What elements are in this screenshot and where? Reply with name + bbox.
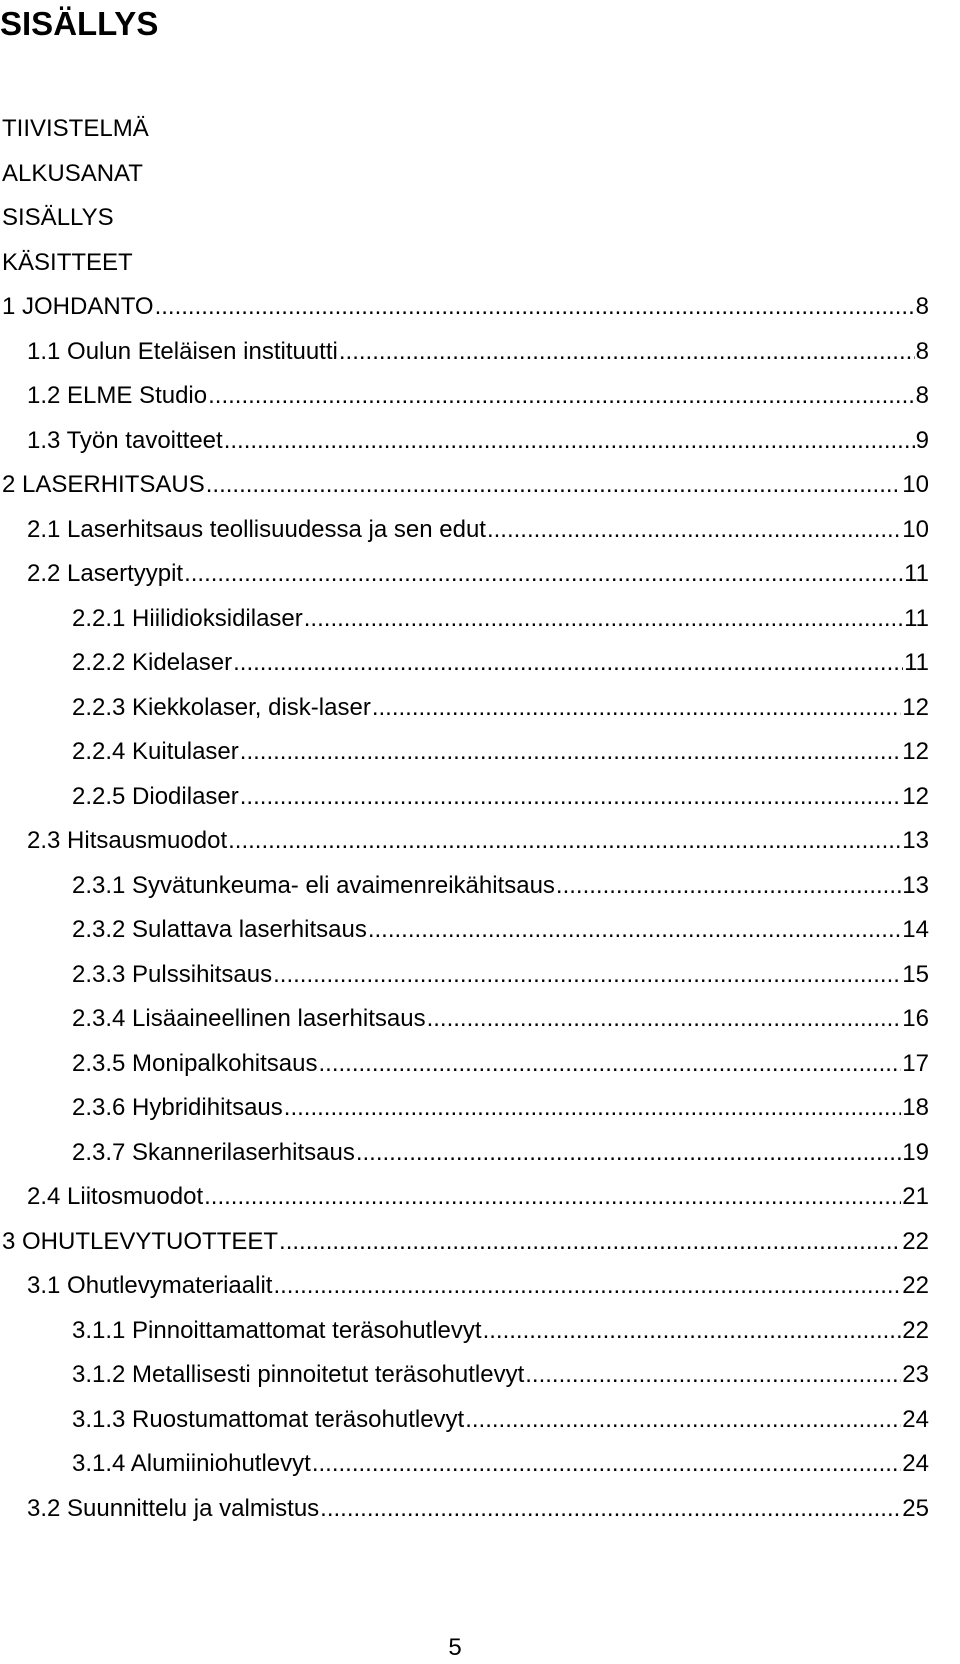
toc-entry (72, 1360, 929, 1390)
toc-dot-leader (427, 1004, 902, 1034)
toc-entry-label: 1 JOHDANTO (2, 293, 154, 320)
toc-entry-page-number: 22 (902, 1317, 929, 1344)
toc-entry-label: 3.2 Suunnittelu ja valmistus (27, 1495, 320, 1522)
toc-entry (27, 826, 929, 856)
toc-dot-leader (224, 426, 915, 456)
toc-entry-label: 3.1.3 Ruostumattomat teräsohutlevyt (72, 1406, 465, 1433)
toc-entry (2, 292, 929, 322)
page-title: SISÄLLYS (0, 5, 159, 42)
toc-entry (2, 470, 929, 500)
toc-entry-page-number: 24 (902, 1406, 929, 1433)
toc-entry (72, 1449, 929, 1479)
page-number: 5 (448, 1634, 462, 1661)
toc-dot-leader (206, 470, 902, 500)
toc-entry-page-number: 11 (904, 605, 929, 632)
toc-entry (2, 248, 133, 278)
toc-entry-label: 2.2.3 Kiekkolaser, disk-laser (72, 694, 371, 721)
toc-dot-leader (312, 1449, 901, 1479)
toc-entry-label: 3.1.4 Alumiiniohutlevyt (72, 1450, 311, 1477)
toc-entry (72, 1004, 929, 1034)
toc-entry (27, 337, 929, 367)
toc-dot-leader (304, 604, 903, 634)
toc-entry-page-number: 22 (902, 1228, 929, 1255)
toc-entry (72, 604, 929, 634)
toc-entry-label: TIIVISTELMÄ (2, 115, 149, 142)
toc-entry (2, 114, 149, 144)
toc-entry-label: 3.1.2 Metallisesti pinnoitetut teräsohutlevyt (72, 1361, 525, 1388)
toc-dot-leader (273, 1271, 901, 1301)
toc-dot-leader (320, 1494, 901, 1524)
toc-entry-page-number: 13 (902, 872, 929, 899)
toc-entry (27, 1494, 929, 1524)
toc-dot-leader (483, 1316, 902, 1346)
toc-entry-label: 1.1 Oulun Eteläisen instituutti (27, 338, 338, 365)
toc-dot-leader (184, 559, 903, 589)
toc-entry-label: 2.4 Liitosmuodot (27, 1183, 204, 1210)
toc-entry-label: KÄSITTEET (2, 249, 133, 276)
toc-entry-label: 3.1.1 Pinnoittamattomat teräsohutlevyt (72, 1317, 482, 1344)
toc-dot-leader (204, 1182, 901, 1212)
toc-entry-label: 3.1 Ohutlevymateriaalit (27, 1272, 273, 1299)
toc-dot-leader (273, 960, 901, 990)
toc-entry-label: 3 OHUTLEVYTUOTTEET (2, 1228, 279, 1255)
toc-entry-label: 2.3 Hitsausmuodot (27, 827, 228, 854)
toc-dot-leader (487, 515, 901, 545)
toc-dot-leader (339, 337, 915, 367)
toc-entry-label: 2.2.2 Kidelaser (72, 649, 233, 676)
toc-entry (72, 1049, 929, 1079)
toc-entry-page-number: 19 (902, 1139, 929, 1166)
toc-entry-page-number: 24 (902, 1450, 929, 1477)
toc-dot-leader (525, 1360, 901, 1390)
toc-entry-page-number: 15 (902, 961, 929, 988)
toc-dot-leader (279, 1227, 901, 1257)
toc-entry (27, 515, 929, 545)
toc-entry (2, 1227, 929, 1257)
toc-entry-page-number: 12 (902, 738, 929, 765)
toc-dot-leader (240, 737, 902, 767)
toc-entry-page-number: 21 (902, 1183, 929, 1210)
toc-entry (72, 693, 929, 723)
toc-dot-leader (240, 782, 902, 812)
toc-entry-label: SISÄLLYS (2, 204, 114, 231)
toc-dot-leader (318, 1049, 901, 1079)
toc-dot-leader (368, 915, 901, 945)
toc-dot-leader (228, 826, 901, 856)
toc-entry-page-number: 10 (902, 471, 929, 498)
toc-entry (27, 426, 929, 456)
toc-entry-label: 2.3.3 Pulssihitsaus (72, 961, 273, 988)
toc-entry-label: ALKUSANAT (2, 160, 143, 187)
toc-entry (2, 159, 143, 189)
toc-entry (72, 960, 929, 990)
toc-entry-label: 2.3.1 Syvätunkeuma- eli avaimenreikähitsaus (72, 872, 555, 899)
toc-entry-page-number: 8 (915, 382, 929, 409)
toc-entry-label: 2.3.4 Lisäaineellinen laserhitsaus (72, 1005, 426, 1032)
toc-dot-leader (372, 693, 901, 723)
toc-dot-leader (155, 292, 915, 322)
toc-entry-page-number: 13 (902, 827, 929, 854)
toc-entry (72, 1093, 929, 1123)
toc-entry-label: 2.1 Laserhitsaus teollisuudessa ja sen edut (27, 516, 486, 543)
toc-entry-label: 2.3.6 Hybridihitsaus (72, 1094, 283, 1121)
toc-entry-page-number: 11 (904, 560, 929, 587)
toc-entry-label: 2 LASERHITSAUS (2, 471, 205, 498)
toc-entry (72, 737, 929, 767)
toc-entry-label: 2.2.4 Kuitulaser (72, 738, 239, 765)
toc-entry-label: 1.2 ELME Studio (27, 382, 208, 409)
toc-entry-page-number: 12 (902, 783, 929, 810)
toc-entry-label: 2.2.1 Hiilidioksidilaser (72, 605, 303, 632)
toc-dot-leader (233, 648, 903, 678)
toc-entry-label: 2.2.5 Diodilaser (72, 783, 239, 810)
toc-entry (72, 1316, 929, 1346)
toc-entry-label: 2.2 Lasertyypit (27, 560, 184, 587)
toc-dot-leader (356, 1138, 901, 1168)
toc-entry (27, 381, 929, 411)
toc-entry (2, 203, 114, 233)
toc-entry-label: 2.3.7 Skannerilaserhitsaus (72, 1139, 355, 1166)
toc-dot-leader (465, 1405, 901, 1435)
toc-entry (72, 871, 929, 901)
toc-entry-page-number: 22 (902, 1272, 929, 1299)
toc-entry (72, 1138, 929, 1168)
toc-entry-page-number: 14 (902, 916, 929, 943)
toc-entry (27, 1182, 929, 1212)
toc-entry (72, 915, 929, 945)
toc-entry-page-number: 8 (915, 293, 929, 320)
toc-entry-label: 2.3.5 Monipalkohitsaus (72, 1050, 318, 1077)
toc-dot-leader (284, 1093, 902, 1123)
toc-entry (72, 782, 929, 812)
toc-entry-page-number: 10 (902, 516, 929, 543)
toc-entry-page-number: 17 (902, 1050, 929, 1077)
toc-entry-label: 2.3.2 Sulattava laserhitsaus (72, 916, 367, 943)
toc-entry-page-number: 9 (915, 427, 929, 454)
toc-entry-page-number: 16 (902, 1005, 929, 1032)
toc-entry-page-number: 23 (902, 1361, 929, 1388)
toc-entry (72, 1405, 929, 1435)
toc-entry-label: 1.3 Työn tavoitteet (27, 427, 223, 454)
toc-entry-page-number: 18 (902, 1094, 929, 1121)
toc-entry-page-number: 11 (904, 649, 929, 676)
toc-entry-page-number: 8 (915, 338, 929, 365)
toc-dot-leader (556, 871, 901, 901)
toc-entry (27, 1271, 929, 1301)
toc-entry-page-number: 25 (902, 1495, 929, 1522)
toc-dot-leader (208, 381, 915, 411)
toc-entry (72, 648, 929, 678)
toc-entry-page-number: 12 (902, 694, 929, 721)
toc-entry (27, 559, 929, 589)
